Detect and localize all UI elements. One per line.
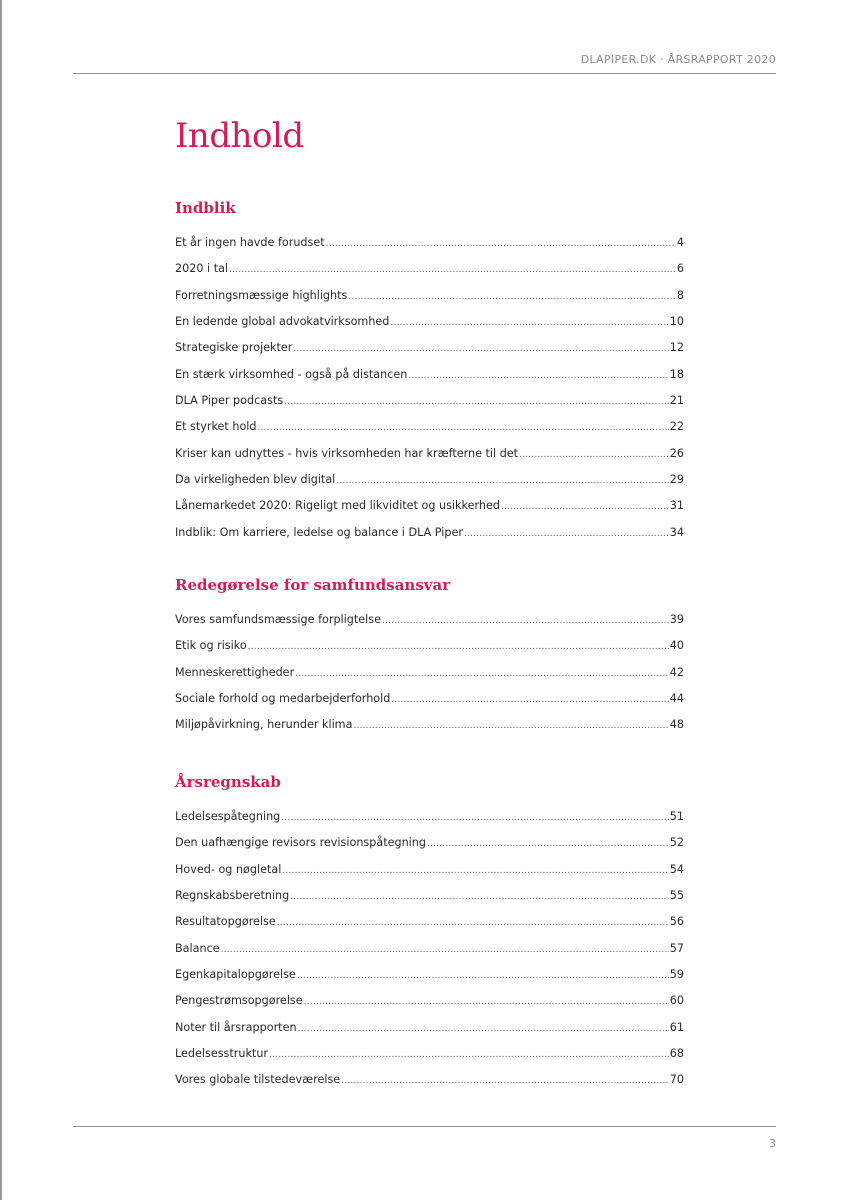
toc-entry-label: En ledende global advokatvirksomhed: [175, 315, 390, 329]
toc-entry-page: 44: [669, 692, 684, 706]
toc-entry-page: 4: [676, 236, 684, 249]
running-header: DLAPIPER.DK · ÅRSRAPPORT 2020: [580, 53, 776, 66]
section-heading: Redegørelse for samfundsansvar: [175, 576, 451, 594]
toc-entry-page: 57: [669, 941, 684, 955]
toc-entry-label: Egenkapitalopgørelse: [175, 968, 296, 982]
toc-leader-dots: [408, 367, 668, 385]
toc-entry[interactable]: [175, 524, 684, 550]
toc-entry-page: 59: [669, 968, 684, 982]
toc-entry-label: Vores samfundsmæssige forpligtelse: [175, 613, 381, 626]
toc-entry-page: 34: [669, 525, 684, 539]
toc-entry[interactable]: [175, 313, 684, 339]
toc-entry-page: 61: [669, 1020, 684, 1034]
toc-entry[interactable]: [175, 992, 684, 1018]
toc-section-samfundsansvar: [175, 573, 684, 743]
toc-leader-dots: [248, 638, 669, 656]
toc-entry-page: 12: [669, 341, 684, 355]
toc-entry[interactable]: [175, 637, 684, 663]
toc-entry-label: Balance: [175, 941, 220, 955]
toc-entry-page: 52: [669, 836, 684, 850]
toc-leader-dots: [277, 914, 669, 932]
toc-entry-page: 18: [669, 367, 684, 381]
toc-entry-label: Etik og risiko: [175, 639, 247, 653]
toc-entry-page: 10: [669, 315, 684, 329]
toc-leader-dots: [390, 314, 668, 332]
toc-entry-label: Noter til årsrapporten: [175, 1020, 297, 1034]
toc-leader-dots: [284, 393, 669, 411]
toc-entry-page: 29: [669, 473, 684, 487]
toc-leader-dots: [221, 941, 669, 959]
toc-entry-label: Lånemarkedet 2020: Rigeligt med likviditet og usikkerhed: [175, 499, 500, 513]
toc-entry[interactable]: [175, 861, 684, 887]
toc-entry[interactable]: [175, 1019, 684, 1045]
toc-entry-label: Ledelsespåtegning: [175, 810, 281, 823]
toc-entry[interactable]: [175, 834, 684, 860]
toc-leader-dots: [295, 665, 669, 683]
toc-leader-dots: [269, 1046, 669, 1064]
toc-entry[interactable]: [175, 1071, 684, 1097]
toc-leader-dots: [297, 967, 669, 985]
toc-leader-dots: [298, 1020, 669, 1038]
toc-leader-dots: [229, 261, 676, 279]
toc-leader-dots: [304, 993, 669, 1011]
toc-leader-dots: [353, 717, 668, 735]
toc-entry-label: Strategiske projekter: [175, 341, 293, 355]
toc-entry[interactable]: [175, 940, 684, 966]
toc-entry-label: Vores globale tilstedeværelse: [175, 1073, 341, 1087]
toc-entry-page: 68: [669, 1047, 684, 1061]
toc-leader-dots: [282, 862, 668, 880]
toc-leader-dots: [464, 525, 669, 543]
toc-entry-page: 70: [669, 1073, 684, 1087]
toc-entry-page: 31: [669, 499, 684, 513]
page-number: 3: [769, 1137, 776, 1150]
toc-entry-page: 56: [669, 915, 684, 929]
toc-section-indblik: [175, 196, 684, 550]
toc-entry-label: Da virkeligheden blev digital: [175, 473, 336, 487]
toc-entry[interactable]: [175, 664, 684, 690]
toc-entry-label: Resultatopgørelse: [175, 915, 276, 929]
page-edge: [0, 0, 2, 1200]
toc-entry-page: 42: [669, 665, 684, 679]
toc-entry-label: Forretningsmæssige highlights: [175, 288, 348, 302]
toc-leader-dots: [290, 888, 669, 906]
toc-leader-dots: [341, 1072, 669, 1090]
toc-entry[interactable]: [175, 234, 684, 260]
toc-entry[interactable]: [175, 471, 684, 497]
toc-leader-dots: [281, 809, 668, 827]
toc-entry[interactable]: [175, 497, 684, 523]
toc-leader-dots: [391, 691, 668, 709]
toc-entry[interactable]: [175, 260, 684, 286]
toc-entry-label: Miljøpåvirkning, herunder klima: [175, 718, 353, 732]
toc-entry-label: 2020 i tal: [175, 262, 229, 276]
toc-entry-label: Den uafhængige revisors revisionspåtegning: [175, 836, 426, 850]
toc-entry-page: 48: [669, 718, 684, 732]
header-rule: [73, 73, 776, 74]
toc-entry[interactable]: [175, 611, 684, 637]
toc-entry[interactable]: [175, 418, 684, 444]
toc-entry[interactable]: [175, 690, 684, 716]
toc-entry-page: 51: [669, 810, 684, 823]
toc-leader-dots: [258, 419, 669, 437]
toc-entry-label: Et år ingen havde forudset: [175, 236, 325, 249]
toc-entry-page: 54: [669, 862, 684, 876]
toc-entry-label: Kriser kan udnyttes - hvis virksomheden har kræfterne til det: [175, 446, 519, 460]
section-heading: Årsregnskab: [175, 773, 281, 791]
toc-entry[interactable]: [175, 808, 684, 834]
toc-entry-label: Sociale forhold og medarbejderforhold: [175, 692, 391, 706]
toc-entry-label: Menneskerettigheder: [175, 665, 295, 679]
toc-entry-page: 39: [669, 613, 684, 626]
toc-entry-label: Regnskabsberetning: [175, 889, 290, 903]
toc-leader-dots: [382, 612, 669, 630]
toc-entry-label: Ledelsesstruktur: [175, 1047, 269, 1061]
toc-entry-page: 26: [669, 446, 684, 460]
section-heading: Indblik: [175, 199, 236, 217]
toc-entry-page: 55: [669, 889, 684, 903]
toc-section-aarsregnskab: [175, 770, 684, 1098]
toc-leader-dots: [427, 835, 669, 853]
toc-entry-label: DLA Piper podcasts: [175, 394, 284, 408]
toc-entry[interactable]: [175, 966, 684, 992]
toc-entry[interactable]: [175, 1045, 684, 1071]
toc-entry-page: 22: [669, 420, 684, 434]
toc-entry[interactable]: [175, 887, 684, 913]
toc-leader-dots: [326, 235, 676, 253]
toc-entry-page: 60: [669, 994, 684, 1008]
toc-entry-label: Et styrket hold: [175, 420, 257, 434]
toc-entry[interactable]: [175, 716, 684, 742]
toc-entry[interactable]: [175, 913, 684, 939]
toc-entry[interactable]: [175, 339, 684, 365]
toc-entry[interactable]: [175, 392, 684, 418]
toc-leader-dots: [348, 288, 676, 306]
footer-rule: [73, 1126, 776, 1127]
toc-entry[interactable]: [175, 366, 684, 392]
page-title: Indhold: [175, 116, 304, 156]
toc-entry-label: En stærk virksomhed - også på distancen: [175, 367, 408, 381]
toc-entry-page: 6: [676, 262, 684, 276]
toc-leader-dots: [293, 340, 668, 358]
toc-entry-label: Hoved- og nøgletal: [175, 862, 282, 876]
toc-entry-label: Indblik: Om karriere, ledelse og balance i DLA Piper: [175, 525, 463, 539]
toc-entry-label: Pengestrømsopgørelse: [175, 994, 303, 1008]
toc-entry-page: 21: [669, 394, 684, 408]
toc-entry[interactable]: [175, 287, 684, 313]
toc-leader-dots: [336, 472, 668, 490]
toc-leader-dots: [519, 446, 669, 464]
toc-leader-dots: [501, 498, 669, 516]
toc-entry-page: 40: [669, 639, 684, 653]
toc-entry-page: 8: [676, 288, 684, 302]
toc-entry[interactable]: [175, 445, 684, 471]
